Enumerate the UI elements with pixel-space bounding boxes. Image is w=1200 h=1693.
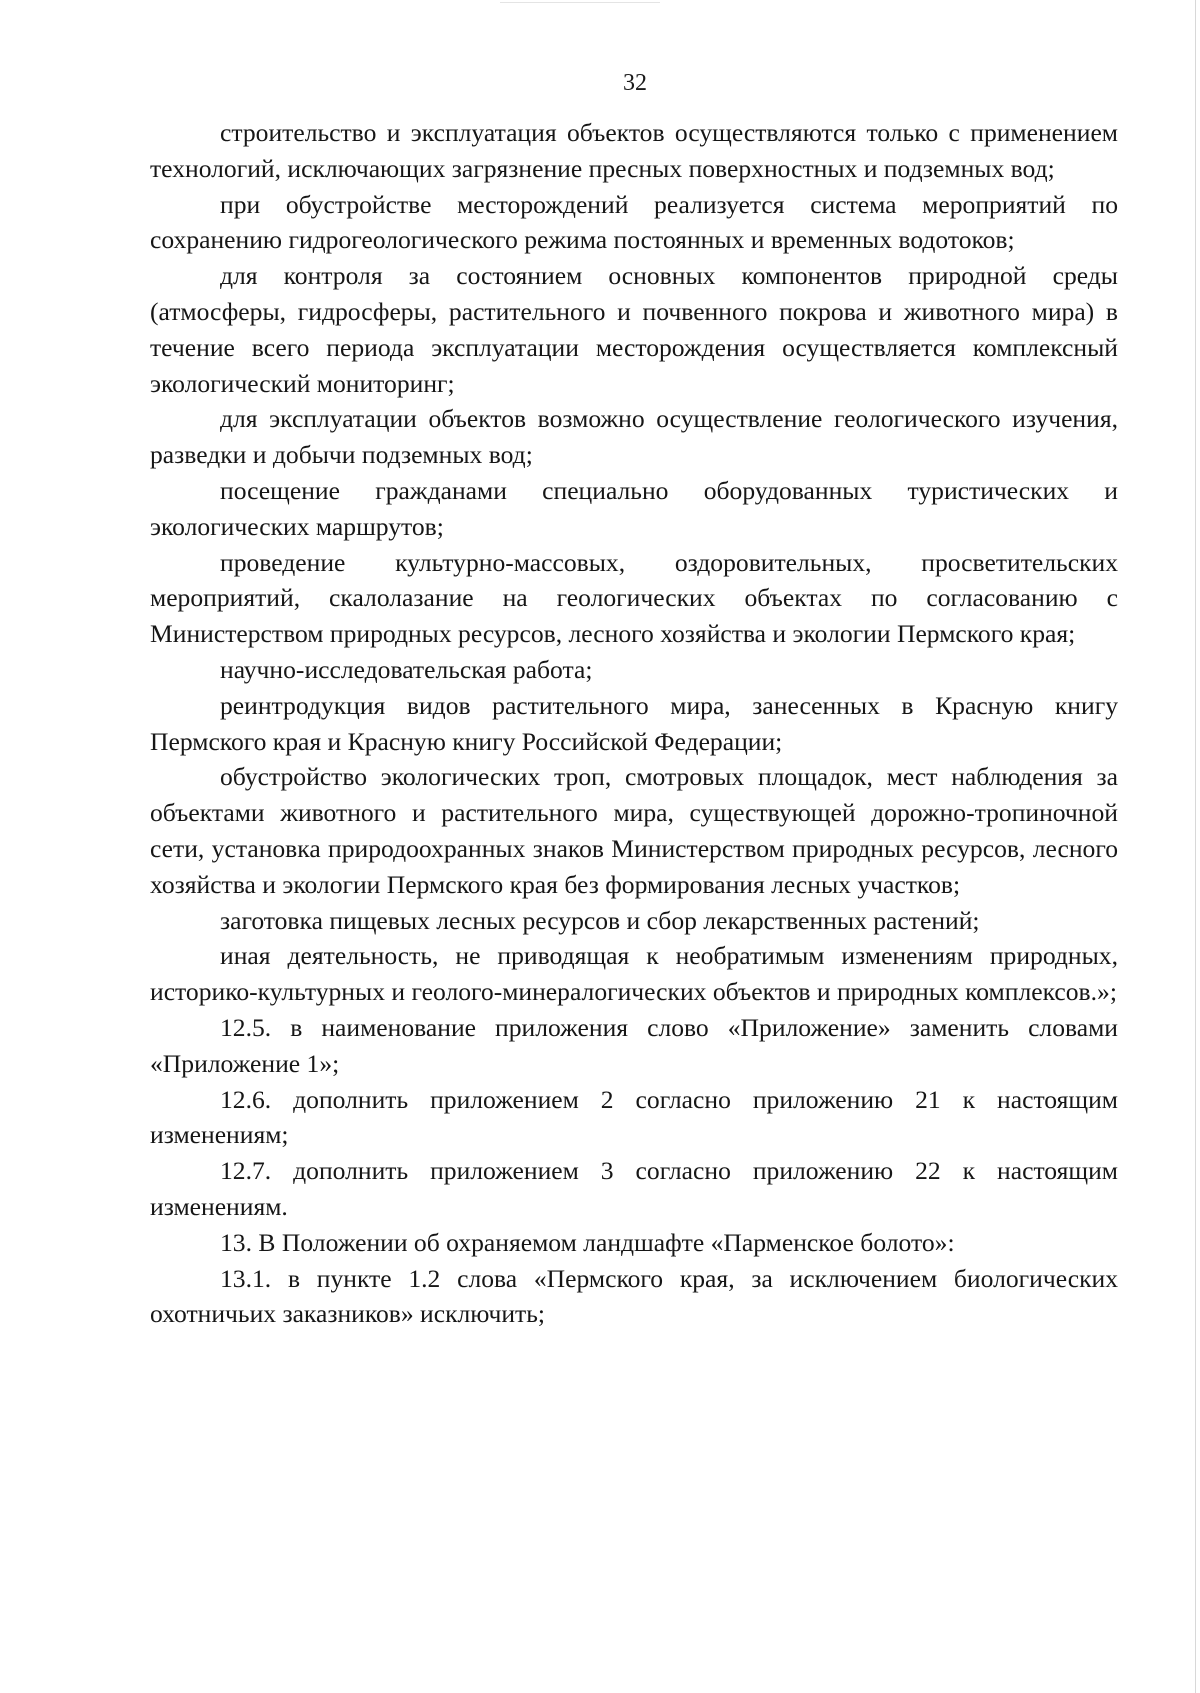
paragraph: обустройство экологических троп, смотровых площадок, мест наблюдения за объектами животного и растительного мира, существующей дорожно-тропиночной сети, установка природоохранных знаков Министерством природных ресурсов, лесного хозяйства и экологии Пермского края без формирования лесных участков; xyxy=(150,762,1118,899)
paragraph: при обустройстве месторождений реализуется система мероприятий по сохранению гидрогеологического режима постоянных и временных водотоков; xyxy=(150,189,1118,255)
paragraph: для контроля за состоянием основных компонентов природной среды (атмосферы, гидросферы, растительного и почвенного покрова и животного мира) в течение всего периода эксплуатации месторождения осуществляется комплексный экологический мониторинг; xyxy=(150,261,1118,398)
paragraph: проведение культурно-массовых, оздоровительных, просветительских мероприятий, скалолазание на геологических объектах по согласованию с Министерством природных ресурсов, лесного хозяйства и экологии Пермского края; xyxy=(150,547,1118,649)
document-body xyxy=(150,115,1118,1332)
scan-edge-top xyxy=(500,2,660,3)
paragraph: иная деятельность, не приводящая к необратимым изменениям природных, историко-культурных и геолого-минералогических объектов и природных комплексов.»; xyxy=(150,941,1118,1007)
scan-edge-right xyxy=(1195,0,1196,1693)
paragraph: для эксплуатации объектов возможно осуществление геологического изучения, разведки и добычи подземных вод; xyxy=(150,404,1118,470)
page-number: 32 xyxy=(623,70,647,96)
paragraph: 12.6. дополнить приложением 2 согласно приложению 21 к настоящим изменениям; xyxy=(150,1084,1118,1150)
paragraph: 13. В Положении об охраняемом ландшафте «Парменское болото»: xyxy=(220,1227,955,1257)
paragraph: научно-исследовательская работа; xyxy=(220,654,593,684)
paragraph: 13.1. в пункте 1.2 слова «Пермского края, за исключением биологических охотничьих заказников» исключить; xyxy=(150,1263,1118,1329)
paragraph: реинтродукция видов растительного мира, занесенных в Красную книгу Пермского края и Красную книгу Российской Федерации; xyxy=(150,690,1118,756)
paragraph: заготовка пищевых лесных ресурсов и сбор лекарственных растений; xyxy=(220,905,980,935)
paragraph: строительство и эксплуатация объектов осуществляются только с применением технологий, исключающих загрязнение пресных поверхностных и подземных вод; xyxy=(150,118,1118,183)
paragraph: 12.5. в наименование приложения слово «Приложение» заменить словами «Приложение 1»; xyxy=(150,1012,1118,1078)
paragraph: 12.7. дополнить приложением 3 согласно приложению 22 к настоящим изменениям. xyxy=(150,1156,1118,1221)
paragraph: посещение гражданами специально оборудованных туристических и экологических маршрутов; xyxy=(150,475,1118,541)
